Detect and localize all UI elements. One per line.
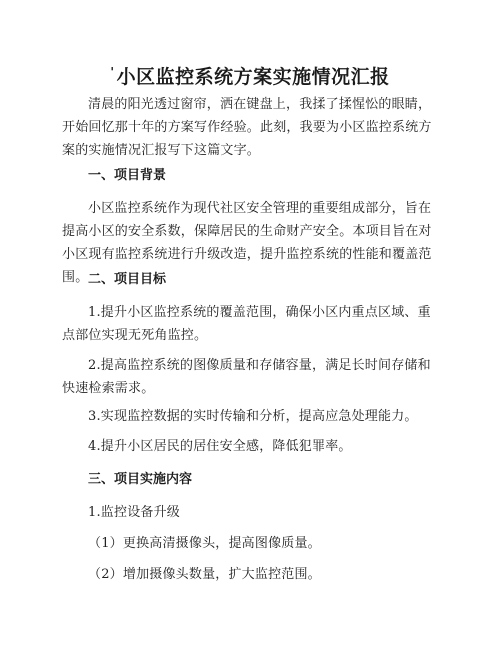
title-mark: ' <box>110 64 115 79</box>
title-text: 小区监控系统方案实施情况汇报 <box>116 66 390 88</box>
section-heading-implementation: 三、项目实施内容 <box>88 472 193 487</box>
goal-item-3: 3.实现监控数据的实时传输和分析，提高应急处理能力。 <box>88 409 418 424</box>
implementation-item-2: （1）更换高清摄像头，提高图像质量。 <box>88 536 321 551</box>
goal-item-4: 4.提升小区居民的居住安全感，降低犯罪率。 <box>88 439 352 454</box>
goal-item-1: 1.提升小区监控系统的覆盖范围，确保小区内重点区域、重点部位实现无死角监控。 <box>62 305 431 343</box>
section-heading-background: 一、项目背景 <box>88 168 167 183</box>
section-heading-goals: 二、项目目标 <box>88 272 167 287</box>
implementation-item-1: 1.监控设备升级 <box>88 505 181 520</box>
background-paragraph: 小区监控系统作为现代社区安全管理的重要组成部分，旨在提高小区的安全系数，保障居民的生命财产安全。本项目旨在对小区现有监控系统进行升级改造，提升监控系统的性能和覆盖范围。 <box>62 201 432 285</box>
goal-item-2: 2.提高监控系统的图像质量和存储容量，满足长时间存储和快速检索需求。 <box>62 358 431 396</box>
implementation-item-3: （2）增加摄像头数量，扩大监控范围。 <box>88 567 321 582</box>
intro-paragraph: 清晨的阳光透过窗帘，洒在键盘上，我揉了揉惺忪的眼睛，开始回忆那十年的方案写作经验。此刻，我要为小区监控系统方案的实施情况汇报写下这篇文字。 <box>62 97 432 158</box>
document-title <box>0 62 500 89</box>
